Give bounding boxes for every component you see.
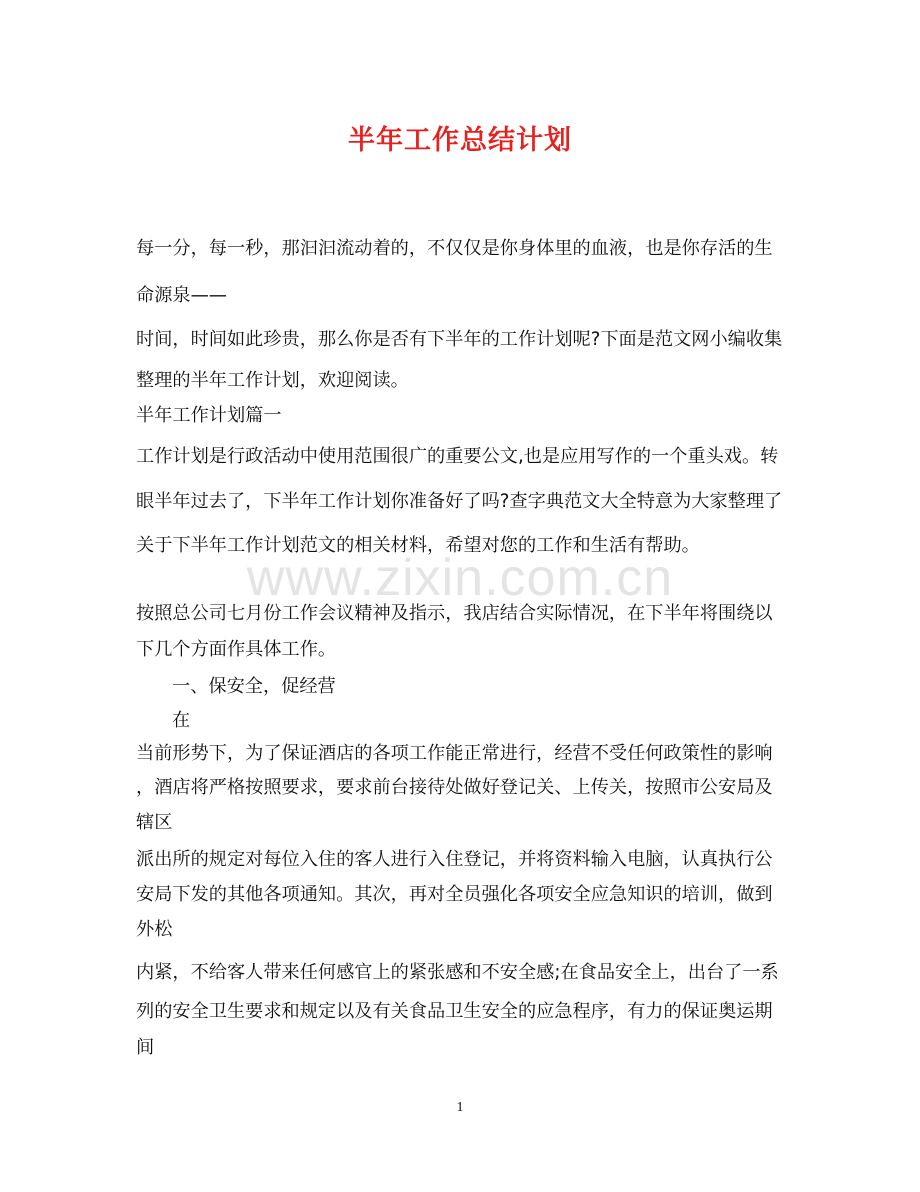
paragraph-line: 关于下半年工作计划范文的相关材料，希望对您的工作和生活有帮助。 [136, 535, 700, 556]
subsection-heading: 一、保安全，促经营 [172, 676, 336, 697]
paragraph-line: 辖区 [136, 812, 173, 833]
paragraph-line: 按照总公司七月份工作会议精神及指示，我店结合实际情况，在下半年将围绕以 [136, 603, 773, 624]
paragraph-line: 下几个方面作具体工作。 [136, 639, 337, 660]
paragraph-line: 间 [136, 1037, 155, 1058]
watermark-text: www.zixin.com.cn [246, 549, 674, 607]
paragraph-line: 眼半年过去了，下半年工作计划你准备好了吗?查字典范文大全特意为大家整理了 [136, 491, 783, 512]
document-title: 半年工作总结计划 [348, 125, 572, 156]
paragraph-line: 工作计划是行政活动中使用范围很广的重要公文,也是应用写作的一个重头戏。转 [136, 446, 779, 467]
paragraph-line: 派出所的规定对每位入住的客人进行入住登记，并将资料输入电脑，认真执行公 [136, 849, 773, 870]
paragraph-line: 安局下发的其他各项通知。其次，再对全员强化各项安全应急知识的培训，做到 [136, 884, 773, 905]
paragraph-line: 内紧，不给客人带来任何感官上的紧张感和不安全感;在食品安全上，出台了一系 [136, 962, 779, 983]
paragraph-line: 在 [172, 710, 191, 731]
paragraph-line: ，酒店将严格按照要求，要求前台接待处做好登记关、上传关，按照市公安局及 [136, 777, 773, 798]
paragraph-line: 时间，时间如此珍贵，那么你是否有下半年的工作计划呢?下面是范文网小编收集 [136, 329, 783, 350]
paragraph-line: 整理的半年工作计划，欢迎阅读。 [136, 370, 409, 391]
paragraph-line: 外松 [136, 919, 173, 940]
paragraph-line: 命源泉—— [136, 285, 227, 306]
page-number: 1 [456, 1100, 464, 1115]
paragraph-line: 列的安全卫生要求和规定以及有关食品卫生安全的应急程序，有力的保证奥运期 [136, 1001, 773, 1022]
paragraph-line: 每一分，每一秒，那汩汩流动着的，不仅仅是你身体里的血液，也是你存活的生 [136, 238, 773, 259]
section-heading: 半年工作计划篇一 [136, 405, 282, 426]
paragraph-line: 当前形势下，为了保证酒店的各项工作能正常进行，经营不受任何政策性的影响 [136, 743, 773, 764]
